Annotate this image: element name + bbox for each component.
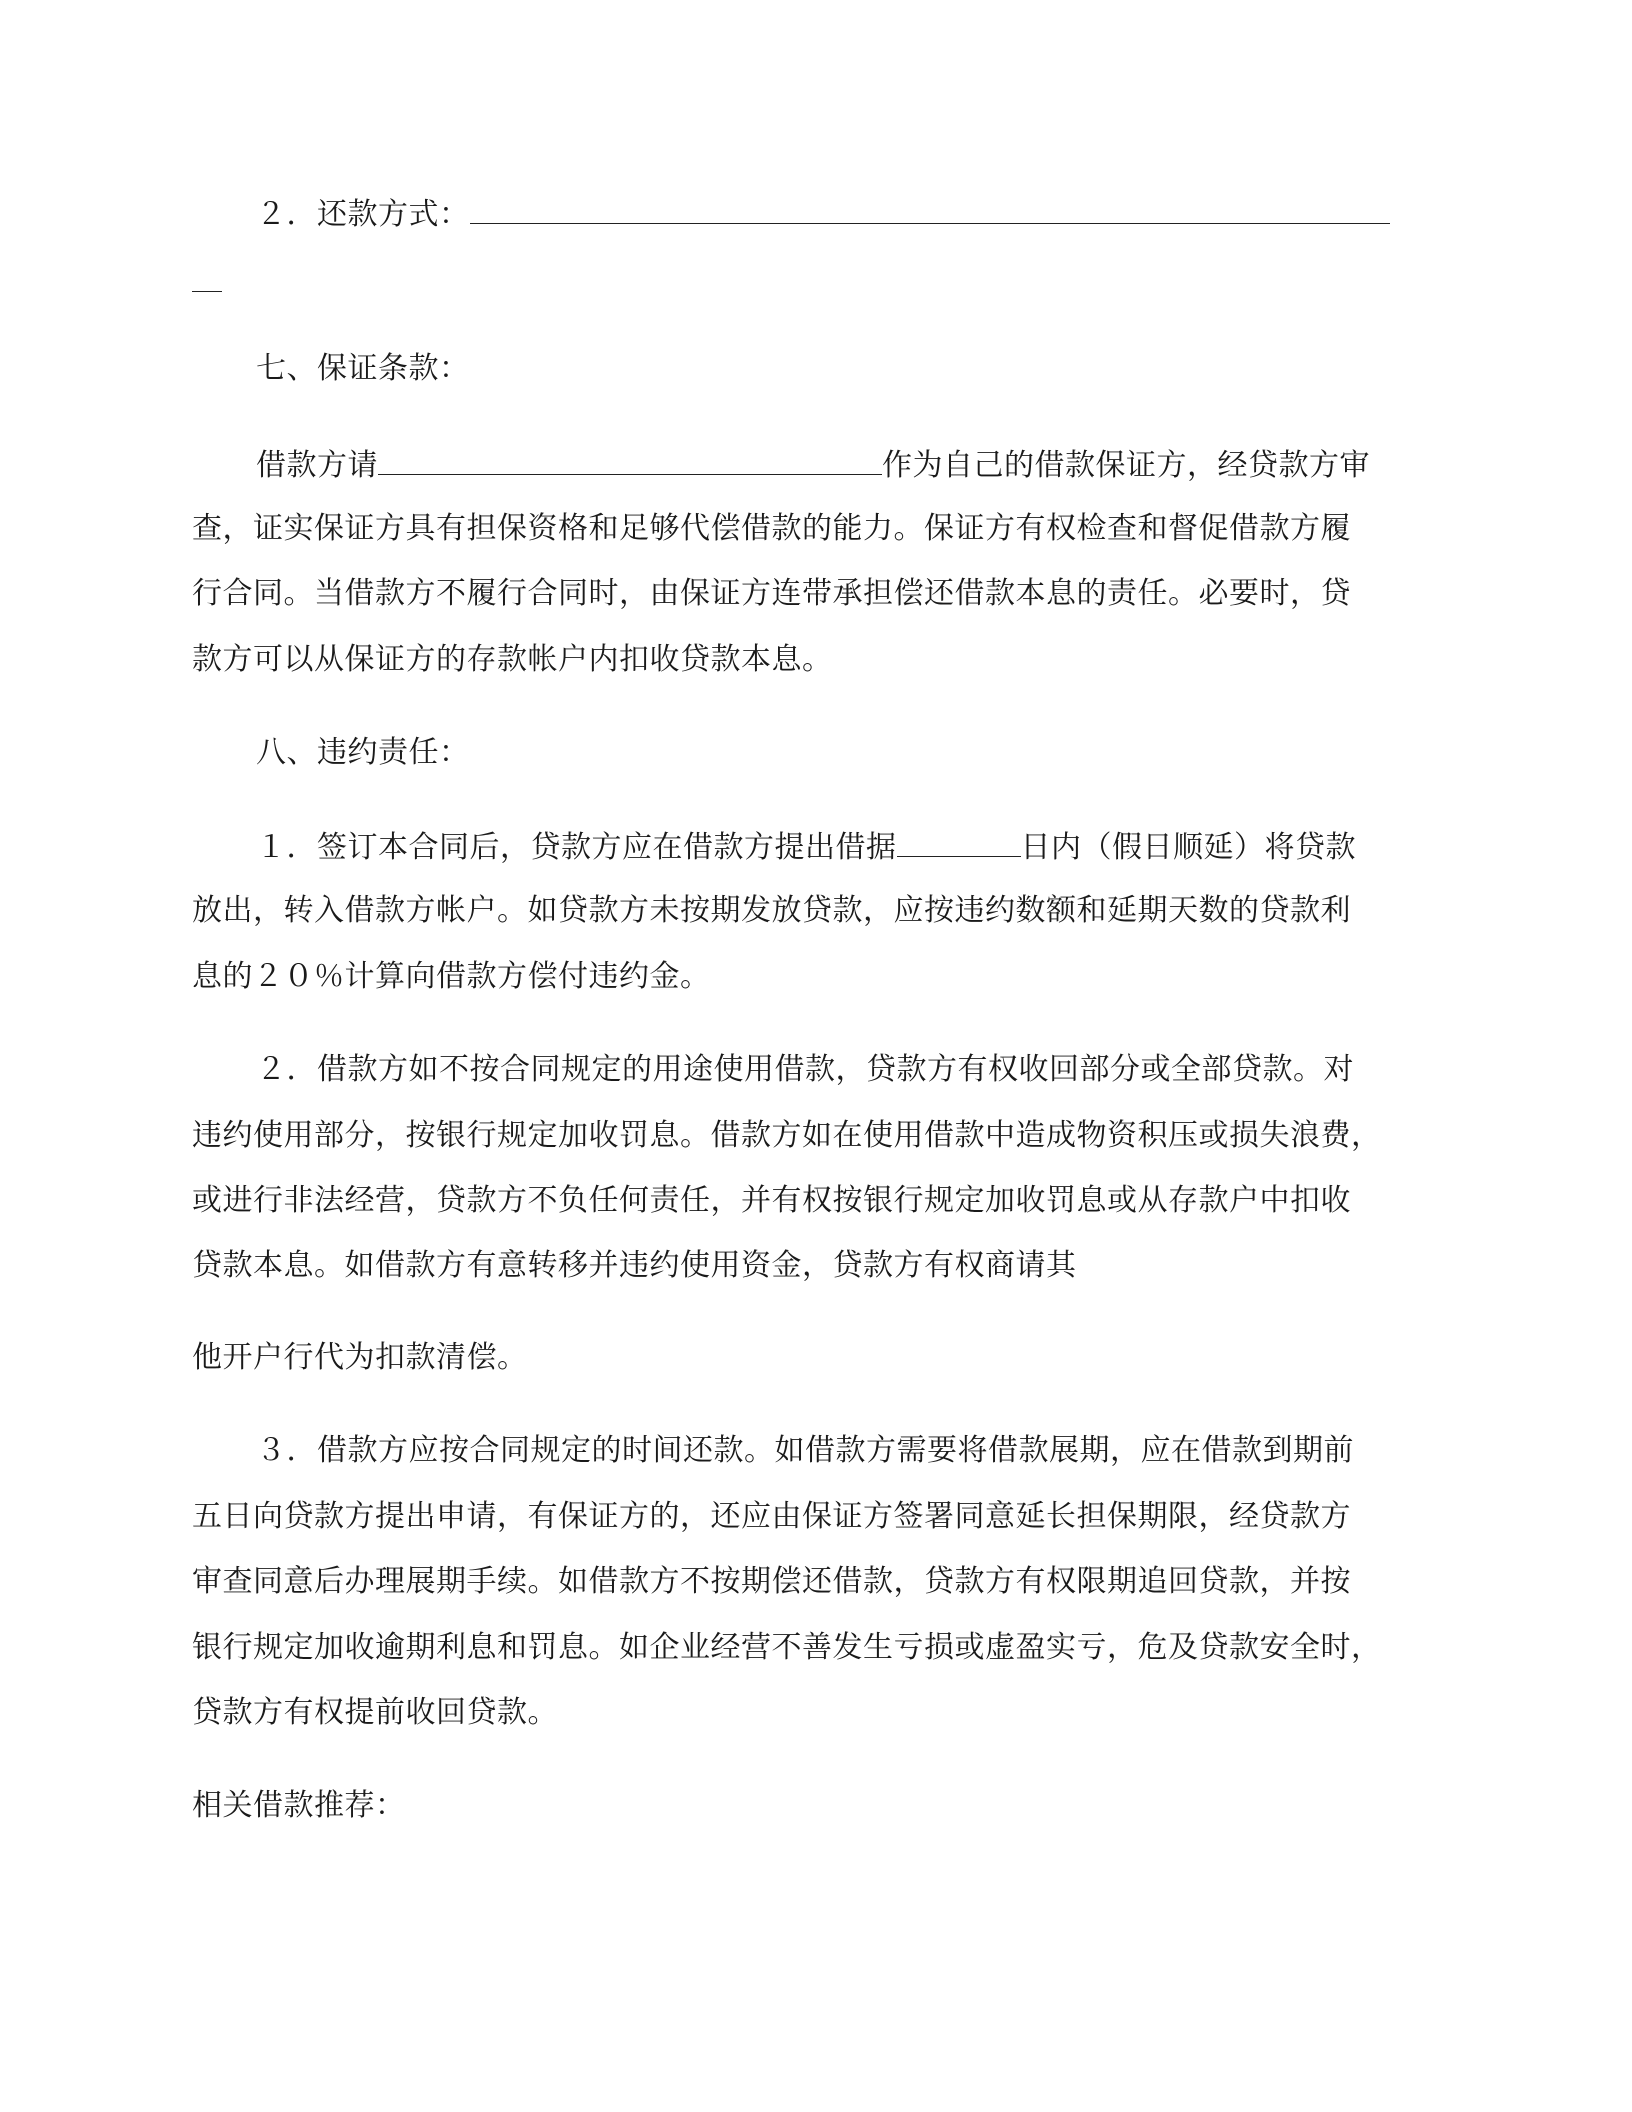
breach-clause3-line-2: 五日向贷款方提出申请，有保证方的，还应由保证方签署同意延长担保期限，经贷款方 (192, 1499, 1351, 1534)
guarantee-line-2: 查，证实保证方具有担保资格和足够代偿借款的能力。保证方有权检查和督促借款方履 (192, 511, 1351, 546)
days-blank (897, 826, 1021, 857)
breach-clause1-line-1 (256, 826, 1356, 868)
breach-clause2-line-1: ２．借款方如不按合同规定的用途使用借款，贷款方有权收回部分或全部贷款。对 (256, 1052, 1354, 1087)
breach-clause1-text: 日内（假日顺延）将贷款 (1020, 830, 1356, 865)
repayment-label: ２．还款方式： (256, 197, 470, 232)
breach-clause3-line-3: 审查同意后办理展期手续。如借款方不按期偿还借款，贷款方有权限期追回贷款，并按 (192, 1564, 1351, 1599)
repayment-blank (470, 193, 1390, 224)
breach-clause2-line-4: 贷款本息。如借款方有意转移并违约使用资金，贷款方有权商请其 (192, 1248, 1077, 1283)
guarantee-line-1 (256, 444, 1370, 486)
related-loans-label: 相关借款推荐： (192, 1788, 406, 1823)
guarantee-line-4: 款方可以从保证方的存款帐户内扣收贷款本息。 (192, 642, 833, 677)
breach-clause3-line-5: 贷款方有权提前收回贷款。 (192, 1695, 558, 1730)
guarantor-blank (378, 444, 882, 475)
repayment-line (256, 193, 1390, 235)
repayment-blank-continuation (192, 291, 222, 292)
section-7-heading: 七、保证条款： (256, 351, 470, 386)
breach-clause2-line-2: 违约使用部分，按银行规定加收罚息。借款方如在使用借款中造成物资积压或损失浪费， (192, 1118, 1382, 1153)
breach-clause1-line-3: 息的２０％计算向借款方偿付违约金。 (192, 959, 711, 994)
section-8-heading: 八、违约责任： (256, 735, 470, 770)
guarantee-text: 借款方请 (256, 448, 378, 483)
breach-clause2-line-5: 他开户行代为扣款清偿。 (192, 1340, 528, 1375)
breach-clause2-line-3: 或进行非法经营，贷款方不负任何责任，并有权按银行规定加收罚息或从存款户中扣收 (192, 1183, 1351, 1218)
breach-clause1-text: １．签订本合同后，贷款方应在借款方提出借据 (256, 830, 897, 865)
guarantee-line-3: 行合同。当借款方不履行合同时，由保证方连带承担偿还借款本息的责任。必要时，贷 (192, 576, 1351, 611)
breach-clause3-line-1: ３．借款方应按合同规定的时间还款。如借款方需要将借款展期，应在借款到期前 (256, 1433, 1354, 1468)
guarantee-text: 作为自己的借款保证方，经贷款方审 (882, 448, 1370, 483)
breach-clause1-line-2: 放出，转入借款方帐户。如贷款方未按期发放贷款，应按违约数额和延期天数的贷款利 (192, 893, 1351, 928)
breach-clause3-line-4: 银行规定加收逾期利息和罚息。如企业经营不善发生亏损或虚盈实亏，危及贷款安全时， (192, 1630, 1382, 1665)
